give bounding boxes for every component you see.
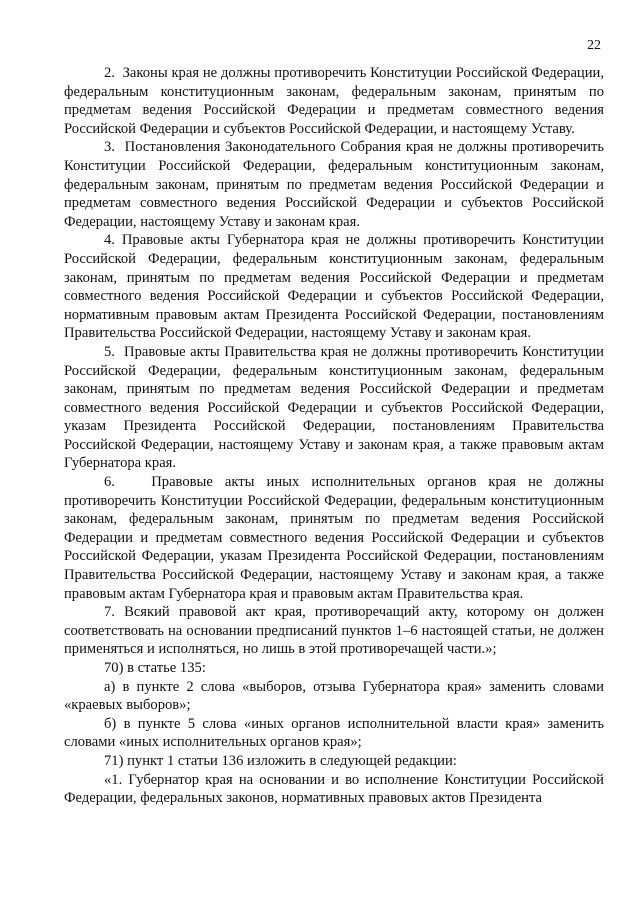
page-number: 22: [587, 38, 601, 53]
paragraph-amendment-71: 71) пункт 1 статьи 136 изложить в следующей редакции:: [104, 752, 457, 769]
paragraph-item-2: 2. Законы края не должны противоречить Конституции Российской Федерации, федеральным конституционным законам, федеральным законам, принятым по предметам ведения Российской Федерации и предметам совместного ведения Российской Федерации и субъектов Российской Федерации, и настоящему Уставу.: [64, 65, 604, 137]
paragraph-item-7: 7. Всякий правовой акт края, противоречащий акту, которому он должен соответствовать на основании предписаний пунктов 1–6 настоящей статьи, не должен применяться и исполняться, но лишь в этой противоречащей части.»;: [64, 604, 604, 658]
paragraph-item-6: 6. Правовые акты иных исполнительных органов края не должны противоречить Конституции Российской Федерации, федеральным конституционным законам, федеральным законам, принятым по предметам ведения Российской Федерации и предметам совместного ведения Российской Федерации и субъектов Российской Федерации, указам Президента Российской Федерации, постановлениям Правительства Российской Федерации, настоящему Уставу и законам края, а также правовым актам Губернатора края и правовым актам Правительства края.: [64, 474, 604, 602]
document-body: [64, 64, 604, 808]
paragraph-amendment-70a: а) в пункте 2 слова «выборов, отзыва Губернатора края» заменить словами «краевых выборов»;: [64, 678, 604, 714]
paragraph-item-5: 5. Правовые акты Правительства края не должны противоречить Конституции Российской Федерации, федеральным конституционным законам, федеральным законам, принятым по предметам ведения Российской Федерации и предметам совместного ведения Российской Федерации и субъектов Российской Федерации, указам Президента Российской Федерации, постановлениям Правительства Российской Федерации, настоящему Уставу и законам края, а также правовым актам Губернатора края.: [64, 343, 604, 472]
paragraph-article-136-text: «1. Губернатор края на основании и во исполнение Конституции Российской Федерации, федеральных законов, нормативных правовых актов Президента: [64, 771, 604, 807]
paragraph-item-3: 3. Постановления Законодательного Собрания края не должны противоречить Конституции Российской Федерации, федеральным конституционным законам, федеральным законам, принятым по предметам ведения Российской Федерации и предметам совместного ведения Российской Федерации и субъектов Российской Федерации, настоящему Уставу и законам края.: [64, 139, 604, 230]
paragraph-amendment-70: 70) в статье 135:: [104, 660, 206, 676]
paragraph-item-4: 4. Правовые акты Губернатора края не должны противоречить Конституции Российской Федерации, федеральным конституционным законам, федеральным законам, принятым по предметам ведения Российской Федерации и предметам совместного ведения Российской Федерации и субъектов Российской Федерации, нормативным правовым актам Президента Российской Федерации, постановлениям Правительства Российской Федерации, настоящему Уставу и законам края.: [64, 232, 604, 342]
paragraph-amendment-70b: б) в пункте 5 слова «иных органов исполнительной власти края» заменить словами «иных исполнительных органов края»;: [64, 715, 604, 751]
